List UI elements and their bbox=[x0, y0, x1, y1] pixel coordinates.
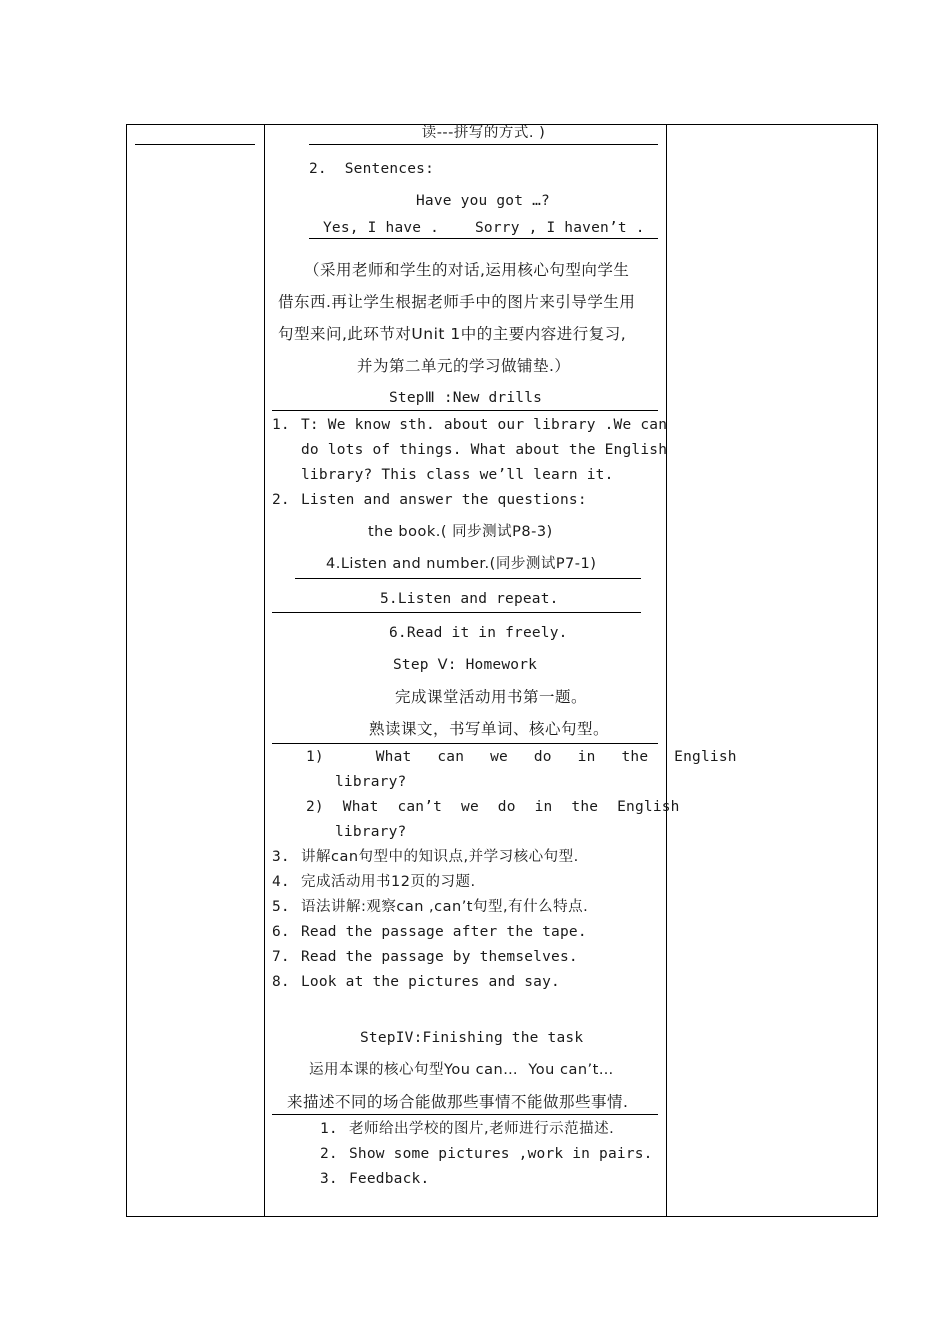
text-line: 5.Listen and repeat. bbox=[380, 591, 559, 607]
list-number: 1. bbox=[272, 417, 290, 433]
text-line: Feedback. bbox=[349, 1171, 430, 1187]
text-line: 运用本课的核心句型You can… You can’t… bbox=[309, 1062, 614, 1078]
text-line: Sorry , I haven’t . bbox=[475, 220, 645, 236]
column-divider-right bbox=[666, 124, 667, 1216]
step-heading: StepⅢ :New drills bbox=[389, 390, 543, 406]
text-line: library? bbox=[335, 774, 407, 790]
text-line: 语法讲解:观察can ,can’t句型,有什么特点. bbox=[301, 899, 589, 915]
text-line: 4.Listen and number.(同步测试P7-1) bbox=[326, 556, 597, 572]
text-line: 来描述不同的场合能做那些事情不能做那些事情. bbox=[287, 1093, 629, 1111]
text-line: 完成课堂活动用书第一题。 bbox=[395, 688, 588, 706]
rule-4 bbox=[295, 578, 641, 579]
text-line: T: We know sth. about our library .We can bbox=[301, 417, 668, 433]
list-number: 4. bbox=[272, 874, 290, 890]
text-line: 熟读课文，书写单词、核心句型。 bbox=[369, 720, 610, 738]
list-number: 2. bbox=[272, 492, 290, 508]
column-divider-left bbox=[264, 124, 265, 1216]
text-line: 2. Sentences: bbox=[309, 161, 435, 177]
left-column-rule bbox=[135, 144, 255, 145]
text-line bbox=[301, 415, 668, 435]
rule-1 bbox=[309, 144, 658, 145]
step-heading: StepIV:Finishing the task bbox=[360, 1030, 584, 1046]
list-number: 8. bbox=[272, 974, 290, 990]
text-line: 老师给出学校的图片,老师进行示范描述. bbox=[349, 1121, 615, 1137]
text-line: do lots of things. What about the English bbox=[301, 442, 668, 458]
text-line: 句型来问,此环节对Unit 1中的主要内容进行复习, bbox=[278, 325, 627, 343]
text-line: library? This class we’ll learn it. bbox=[301, 467, 614, 483]
text-line: library? bbox=[335, 824, 407, 840]
text-line: 2) What can’t we do in the English bbox=[306, 799, 680, 815]
text-line: 1) What can we do in the English bbox=[306, 749, 737, 765]
list-number: 5. bbox=[272, 899, 290, 915]
text-line: Show some pictures ,work in pairs. bbox=[349, 1146, 653, 1162]
text-line: the book.( 同步测试P8-3) bbox=[368, 524, 553, 540]
text-line: 6.Read it in freely. bbox=[389, 625, 568, 641]
rule-5 bbox=[272, 612, 641, 613]
text-line: Look at the pictures and say. bbox=[301, 974, 560, 990]
list-number: 7. bbox=[272, 949, 290, 965]
text-line: Have you got …? bbox=[416, 193, 550, 209]
text-line: 讲解can句型中的知识点,并学习核心句型. bbox=[301, 849, 579, 865]
list-number: 6. bbox=[272, 924, 290, 940]
text-line: 完成活动用书12页的习题. bbox=[301, 874, 476, 890]
list-number: 3. bbox=[272, 849, 290, 865]
text-line: 借东西.再让学生根据老师手中的图片来引导学生用 bbox=[278, 293, 636, 311]
rule-6 bbox=[272, 743, 658, 744]
text-line: Read the passage after the tape. bbox=[301, 924, 587, 940]
text-line: Yes, I have . bbox=[323, 220, 440, 236]
text-line: 读---拼写的方式. ) bbox=[421, 125, 546, 141]
text-line: （采用老师和学生的对话,运用核心句型向学生 bbox=[304, 261, 630, 279]
list-number: 1. bbox=[320, 1121, 338, 1137]
list-number: 3. bbox=[320, 1171, 338, 1187]
text-line: Listen and answer the questions: bbox=[301, 492, 587, 508]
rule-3 bbox=[272, 410, 658, 411]
rule-7 bbox=[272, 1114, 658, 1115]
rule-2 bbox=[309, 238, 658, 239]
text-line: Read the passage by themselves. bbox=[301, 949, 578, 965]
list-number: 2. bbox=[320, 1146, 338, 1162]
step-heading: Step Ⅴ: Homework bbox=[393, 657, 538, 673]
text-line: 并为第二单元的学习做铺垫.） bbox=[357, 357, 571, 375]
